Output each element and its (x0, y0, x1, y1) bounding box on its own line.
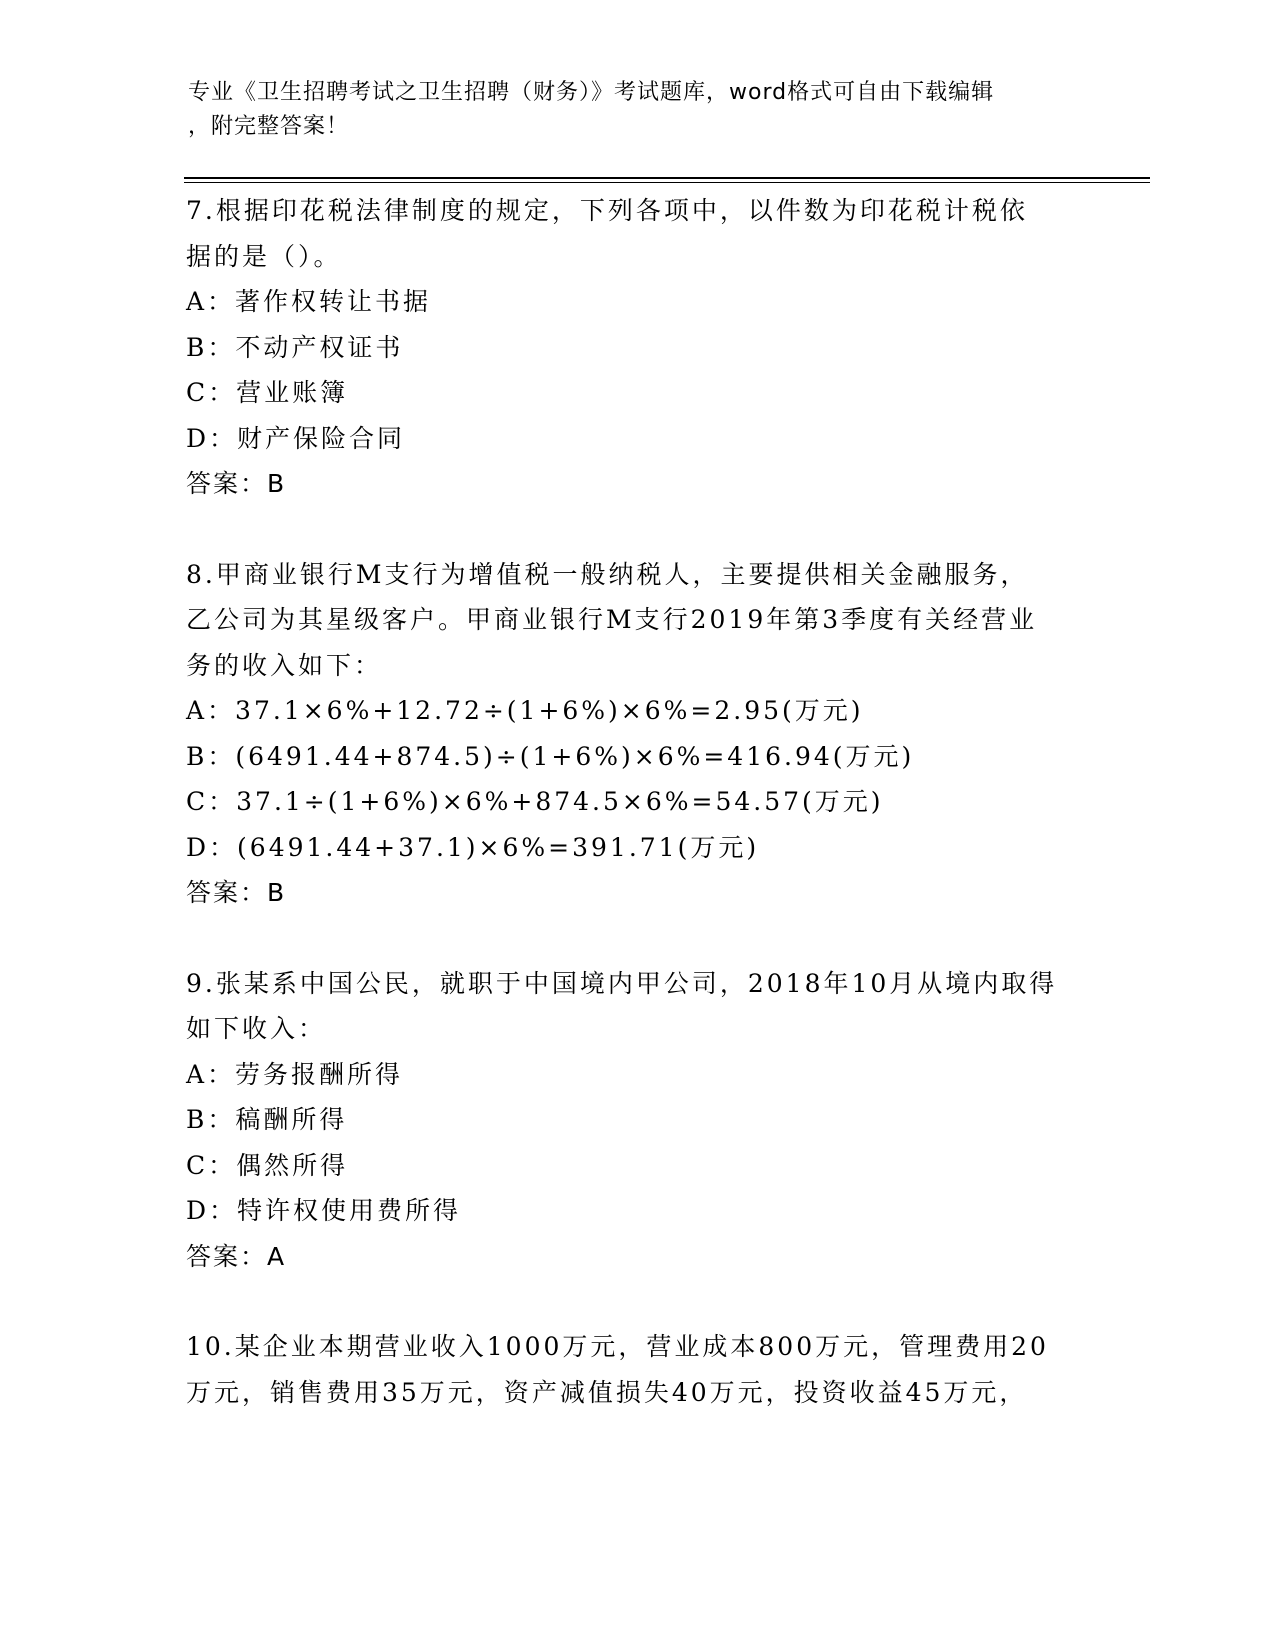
question-stem-line: 乙公司为其星级客户。甲商业银行M支行2019年第3季度有关经营业 (186, 605, 1038, 634)
option-b: B：不动产权证书 (186, 332, 404, 362)
option-c: C：37.1÷(1+6%)×6%+874.5×6%=54.57(万元) (186, 787, 884, 816)
option-a: A：著作权转让书据 (186, 287, 432, 316)
option-c: C：偶然所得 (186, 1150, 349, 1180)
option-d: D：财产保险合同 (186, 423, 406, 453)
question-stem-line: 据的是（）。 (186, 241, 342, 271)
question-10 (186, 1324, 1086, 1415)
option-b: B：稿酬所得 (186, 1105, 348, 1134)
option-c: C：营业账簿 (186, 378, 349, 407)
answer: 答案：A (186, 1241, 287, 1271)
header-line-1: 专业《卫生招聘考试之卫生招聘（财务）》考试题库，word格式可自由下载编辑 (188, 80, 995, 105)
question-8 (186, 552, 1086, 916)
document-header (188, 76, 1088, 144)
option-a: A：劳务报酬所得 (186, 1059, 404, 1089)
question-7 (186, 188, 1086, 507)
header-line-2: ，附完整答案！ (188, 114, 350, 139)
answer: 答案：B (186, 878, 287, 907)
question-stem-line: 7.根据印花税法律制度的规定，下列各项中，以件数为印花税计税依 (186, 196, 1028, 225)
header-divider-thin (184, 182, 1150, 183)
option-d: D：特许权使用费所得 (186, 1196, 462, 1225)
question-stem-line: 10.某企业本期营业收入1000万元，营业成本800万元，管理费用20 (186, 1332, 1049, 1361)
header-divider-thick (184, 177, 1150, 179)
answer: 答案：B (186, 469, 287, 498)
question-stem-line: 务的收入如下： (186, 650, 383, 680)
question-stem-line: 8.甲商业银行M支行为增值税一般纳税人，主要提供相关金融服务， (186, 559, 1029, 589)
spacer (186, 916, 1086, 961)
spacer (186, 507, 1086, 552)
option-d: D：(6491.44+37.1)×6%=391.71(万元) (186, 832, 760, 862)
question-stem-line: 如下收入： (186, 1014, 327, 1043)
question-9 (186, 961, 1086, 1280)
spacer (186, 1279, 1086, 1324)
question-stem-line: 9.张某系中国公民，就职于中国境内甲公司，2018年10月从境内取得 (186, 968, 1058, 998)
option-b: B：(6491.44+874.5)÷(1+6%)×6%=416.94(万元) (186, 741, 915, 771)
question-stem-line: 万元，销售费用35万元，资产减值损失40万元，投资收益45万元， (186, 1377, 1028, 1407)
question-list (186, 188, 1086, 1415)
option-a: A：37.1×6%+12.72÷(1+6%)×6%=2.95(万元) (186, 696, 864, 725)
